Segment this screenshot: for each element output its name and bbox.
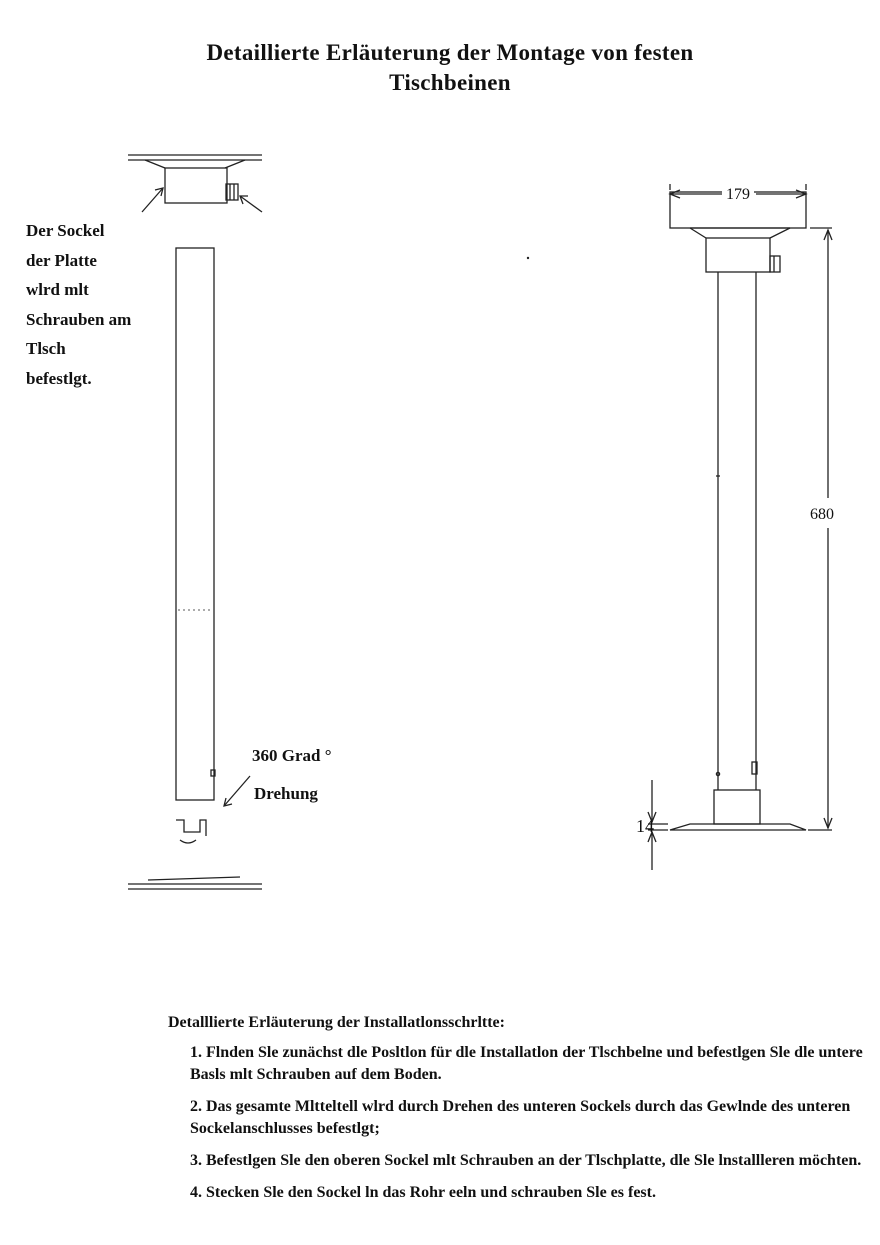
rotation-label: 360 Grad ° — [252, 746, 332, 765]
callout-line: Der Sockel — [26, 221, 105, 240]
height-dimension — [808, 228, 832, 830]
title-line-2: Tischbeinen — [389, 70, 511, 95]
callout-line: Schrauben am — [26, 309, 132, 329]
installation-instructions — [168, 1012, 880, 1214]
left-top-socket — [165, 168, 238, 203]
callout-line: befestlgt. — [26, 368, 92, 388]
width-dimension-label: 179 — [722, 186, 754, 204]
step-item: 1. Flnden Sle zunächst dle Posltlon für dle Installatlon der Tlschbelne und befestlgen Sle dle untere Basls mlt Schrauben auf dem Boden. — [190, 1044, 863, 1083]
left-base-plate — [128, 877, 262, 889]
right-flange — [690, 228, 790, 238]
right-tube — [716, 272, 757, 790]
step-item: 2. Das gesamte Mltteltell wlrd durch Drehen des unteren Sockels durch das Gewlnde des unteren Sockelanschlusses befestlgt; — [190, 1098, 851, 1137]
step-item: 4. Stecken Sle den Sockel ln das Rohr eeln und schrauben Sle es fest. — [190, 1184, 656, 1201]
base-dimension-label: 14 — [636, 816, 654, 836]
step-item: 3. Befestlgen Sle den oberen Sockel mlt Schrauben an der Tlschplatte, dle Sle lnstallleren möchten. — [190, 1152, 862, 1169]
callout-line: Tlsch — [26, 339, 66, 358]
right-base-plate — [670, 824, 806, 830]
right-top-socket — [706, 238, 780, 272]
left-tube — [176, 248, 215, 800]
height-dimension-label: 680 — [810, 504, 834, 526]
title-line-1: Detaillierte Erläuterung der Montage von festen — [206, 40, 694, 65]
left-top-plate — [128, 155, 262, 168]
rotation-label-sub: Drehung — [254, 784, 318, 803]
callout-line: der Platte — [26, 250, 97, 270]
left-connector — [176, 820, 206, 843]
instructions-heading: Detalllierte Erläuterung der Installatlonsschrltte: — [168, 1014, 505, 1031]
speck — [527, 257, 529, 259]
steps-list — [168, 1042, 880, 1204]
callout-line: wlrd mlt — [26, 280, 89, 299]
right-bottom-socket — [714, 790, 760, 824]
left-rotation-arrow — [224, 776, 250, 806]
left-socket-arrows — [142, 188, 262, 212]
